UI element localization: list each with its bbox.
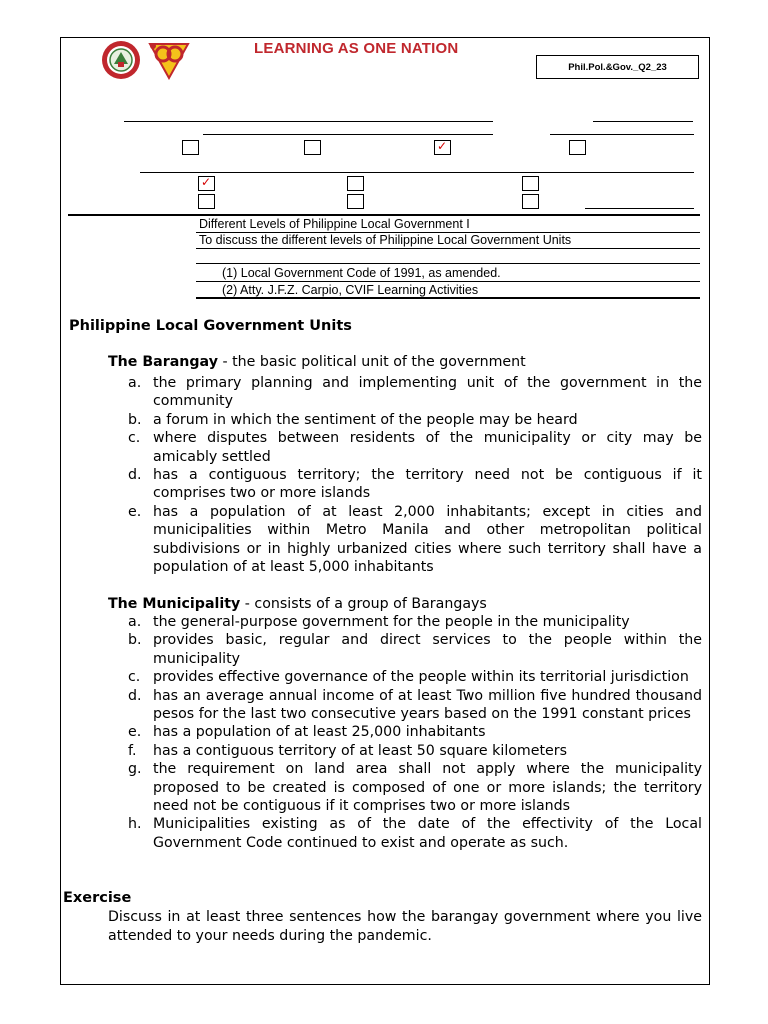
list-item: e. has a population of at least 25,000 inhabitants (128, 724, 486, 741)
list-item: g. the requirement on land area shall not apply where the municipality proposed to be created is composed of one or more islands; the territory need not be contiguous if it comprises two or more islands (128, 761, 702, 815)
checkbox[interactable] (304, 140, 321, 155)
form-line (124, 121, 493, 122)
reference-item: (2) Atty. J.F.Z. Carpio, CVIF Learning Activities (222, 283, 479, 297)
lesson-objective: To discuss the different levels of Philippine Local Government Units (199, 233, 572, 247)
list-item: c. provides effective governance of the people within its territorial jurisdiction (128, 669, 689, 686)
checkbox[interactable] (198, 176, 215, 191)
checkbox[interactable] (434, 140, 451, 155)
list-item: b. provides basic, regular and direct services to the people within the municipality (128, 632, 702, 667)
barangay-term: The Barangay (108, 354, 218, 370)
form-line (593, 121, 693, 122)
lesson-title: Different Levels of Philippine Local Government I (199, 217, 470, 231)
list-item: c. where disputes between residents of the municipality or city may be amicably settled (128, 430, 702, 465)
list-item: h. Municipalities existing as of the date of the effectivity of the Local Government Code continued to exist and operate as such. (128, 816, 702, 851)
municipality-term: The Municipality (108, 596, 241, 612)
list-item: a. the primary planning and implementing unit of the government in the community (128, 375, 702, 410)
list-item: a. the general-purpose government for the people in the municipality (128, 614, 630, 630)
exercise-text: Discuss in at least three sentences how the barangay government where you live attended to your needs during the pandemic. (108, 909, 702, 944)
barangay-list (108, 374, 702, 576)
checkbox[interactable] (182, 140, 199, 155)
checkbox[interactable] (522, 176, 539, 191)
divider (196, 297, 700, 299)
main-heading: Philippine Local Government Units (69, 318, 352, 334)
page-title: LEARNING AS ONE NATION (254, 40, 459, 57)
barangay-definition: - the basic political unit of the government (217, 354, 526, 370)
checkbox[interactable] (198, 194, 215, 209)
divider (196, 263, 700, 264)
checkbox[interactable] (347, 176, 364, 191)
list-item: e. has a population of at least 2,000 inhabitants; except in cities and municipalities within Metro Manila and other metropolitan political subdivisions or in highly urbanized cities where such territory shall have a population of at least 5,000 inhabitants (128, 503, 702, 576)
municipality-heading (108, 596, 487, 612)
list-item: b. a forum in which the sentiment of the people may be heard (128, 411, 578, 428)
divider (196, 248, 700, 249)
barangay-heading (108, 354, 526, 370)
deped-logo (146, 40, 192, 80)
form-line (140, 172, 694, 173)
check-icon: ✓ (201, 175, 212, 189)
form-line (585, 208, 694, 209)
checkbox[interactable] (569, 140, 586, 155)
check-icon: ✓ (437, 139, 448, 153)
form-line (550, 134, 694, 135)
reference-item: (1) Local Government Code of 1991, as amended. (222, 266, 501, 280)
municipality-definition: - consists of a group of Barangays (240, 596, 487, 612)
exercise-heading: Exercise (63, 890, 132, 906)
form-line (203, 134, 493, 135)
checkbox[interactable] (347, 194, 364, 209)
list-item: f. has a contiguous territory of at least 50 square kilometers (128, 742, 568, 759)
checkbox[interactable] (522, 194, 539, 209)
list-item: d. has an average annual income of at least Two million five hundred thousand pesos for the last two consecutive years based on the 1991 constant prices (128, 687, 702, 723)
list-item: d. has a contiguous territory; the territory need not be contiguous if it comprises two or more islands (128, 467, 702, 502)
municipality-list (108, 613, 702, 852)
document-code: Phil.Pol.&Gov._Q2_23 (536, 55, 699, 79)
school-seal-logo (98, 40, 144, 80)
